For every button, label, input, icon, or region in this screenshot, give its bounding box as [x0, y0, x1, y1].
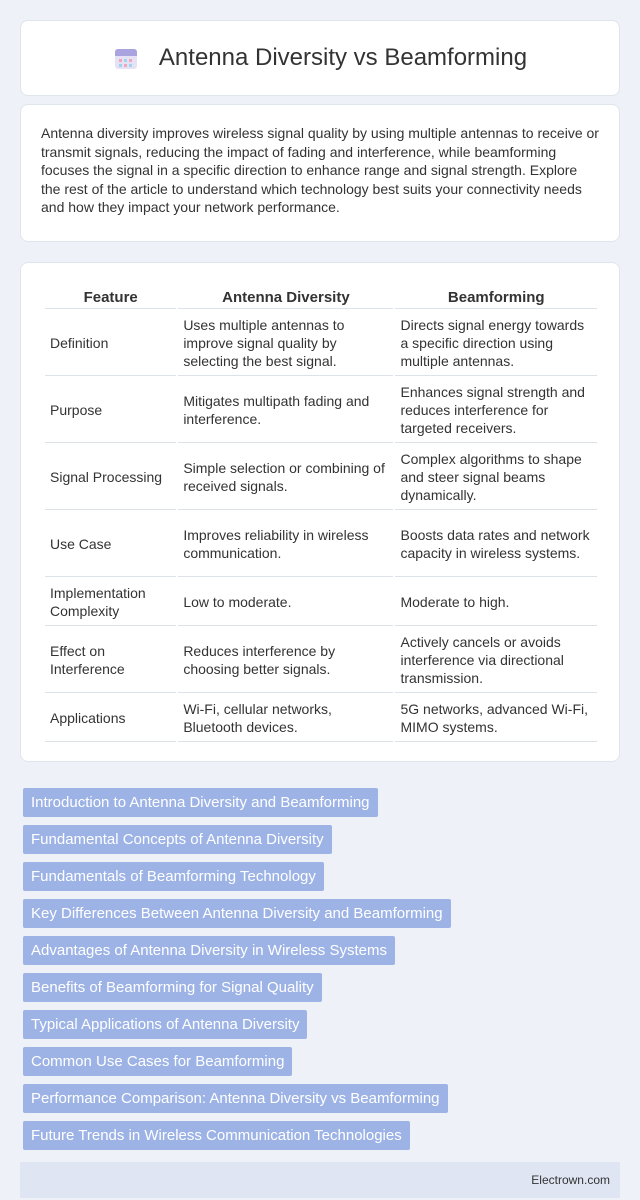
- table-cell: Wi-Fi, cellular networks, Bluetooth devices.: [178, 695, 393, 742]
- table-cell: Definition: [45, 311, 176, 376]
- intro-card: [20, 104, 620, 242]
- link-antenna-diversity-concepts[interactable]: Fundamental Concepts of Antenna Diversity: [23, 825, 332, 854]
- table-row: [45, 378, 597, 443]
- link-introduction[interactable]: Introduction to Antenna Diversity and Beamforming: [23, 788, 378, 817]
- table-cell: Signal Processing: [45, 445, 176, 510]
- link-future-trends[interactable]: Future Trends in Wireless Communication Technologies: [23, 1121, 410, 1150]
- comparison-table: [43, 283, 599, 744]
- intro-text: Antenna diversity improves wireless signal quality by using multiple antennas to receive or transmit signals, reducing the impact of fading and interference, while beamforming focuses the signal in a specific direction to enhance range and signal strength. Explore the rest of the article to understand which technology best suits your connectivity needs and how they impact your network performance.: [41, 125, 599, 215]
- link-beamforming-benefits[interactable]: Benefits of Beamforming for Signal Quality: [23, 973, 322, 1002]
- table-cell: Use Case: [45, 512, 176, 577]
- table-cell: Improves reliability in wireless communication.: [178, 512, 393, 577]
- table-cell: Effect on Interference: [45, 628, 176, 693]
- table-cell: Reduces interference by choosing better signals.: [178, 628, 393, 693]
- link-key-differences[interactable]: Key Differences Between Antenna Diversity and Beamforming: [23, 899, 451, 928]
- table-cell: Purpose: [45, 378, 176, 443]
- table-cell: Applications: [45, 695, 176, 742]
- link-performance-comparison[interactable]: Performance Comparison: Antenna Diversity vs Beamforming: [23, 1084, 448, 1113]
- article-links: [23, 788, 617, 1158]
- table-cell: Mitigates multipath fading and interference.: [178, 378, 393, 443]
- table-row: [45, 445, 597, 510]
- table-cell: Complex algorithms to shape and steer signal beams dynamically.: [395, 445, 597, 510]
- link-antenna-diversity-applications[interactable]: Typical Applications of Antenna Diversity: [23, 1010, 307, 1039]
- table-row: [45, 579, 597, 626]
- table-cell: Boosts data rates and network capacity in wireless systems.: [395, 512, 597, 577]
- table-cell: Directs signal energy towards a specific direction using multiple antennas.: [395, 311, 597, 376]
- link-beamforming-fundamentals[interactable]: Fundamentals of Beamforming Technology: [23, 862, 324, 891]
- title-card: [20, 20, 620, 96]
- table-cell: Moderate to high.: [395, 579, 597, 626]
- table-row: [45, 695, 597, 742]
- footer-brand[interactable]: Electrown.com: [531, 1173, 610, 1187]
- table-cell: Enhances signal strength and reduces interference for targeted receivers.: [395, 378, 597, 443]
- calendar-icon: [113, 45, 139, 71]
- table-cell: Actively cancels or avoids interference via directional transmission.: [395, 628, 597, 693]
- comparison-table-card: [20, 262, 620, 762]
- link-antenna-diversity-advantages[interactable]: Advantages of Antenna Diversity in Wireless Systems: [23, 936, 395, 965]
- table-cell: Implementation Complexity: [45, 579, 176, 626]
- table-row: [45, 628, 597, 693]
- link-beamforming-use-cases[interactable]: Common Use Cases for Beamforming: [23, 1047, 292, 1076]
- page-title: Antenna Diversity vs Beamforming: [158, 44, 528, 71]
- table-cell: 5G networks, advanced Wi-Fi, MIMO systems.: [395, 695, 597, 742]
- table-row: [45, 512, 597, 577]
- table-header-feature: Feature: [45, 285, 176, 309]
- table-row: [45, 311, 597, 376]
- table-cell: Uses multiple antennas to improve signal quality by selecting the best signal.: [178, 311, 393, 376]
- footer: [20, 1162, 620, 1198]
- table-header-beamforming: Beamforming: [395, 285, 597, 309]
- table-header-antenna-diversity: Antenna Diversity: [178, 285, 393, 309]
- table-cell: Simple selection or combining of received signals.: [178, 445, 393, 510]
- table-cell: Low to moderate.: [178, 579, 393, 626]
